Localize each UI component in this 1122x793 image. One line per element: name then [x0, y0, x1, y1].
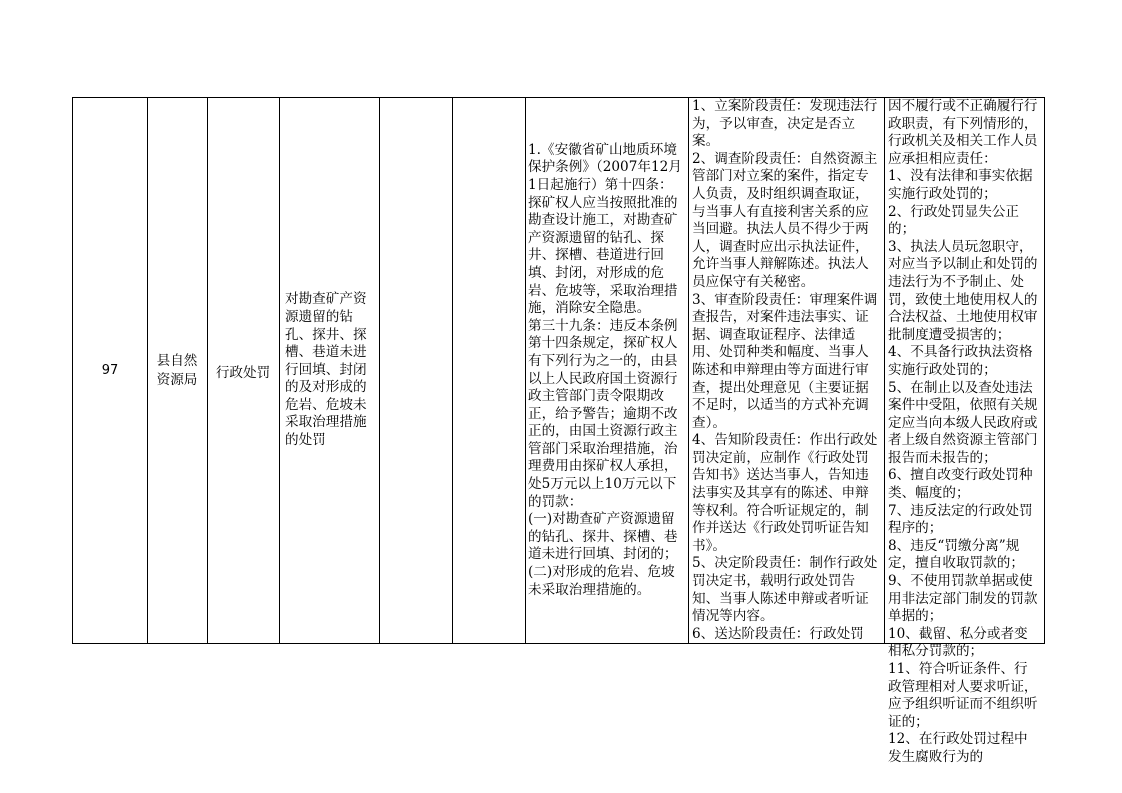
power-type-cell	[207, 98, 279, 643]
row-number-cell	[73, 98, 147, 643]
row-number: 97	[101, 363, 119, 378]
accountability-cell	[884, 98, 1044, 765]
responsibilities-text: 1、立案阶段责任：发现违法行为，予以审查，决定是否立案。 2、调查阶段责任：自然资源主管部门对立案的案件，指定专人负责，及时组织调查取证，与当事人有直接利害关系的应当回避。执法人员不得少于两人，调查时应出示执法证件，允许当事人辩解陈述。执法人员应保守有关秘密。 3、审查阶段责任：审理案件调查报告，对案件违法事实、证据、调查取证程序、法律适用、处罚种类和幅度、当事人陈述和申辩理由等方面进行审查，提出处理意见（主要证据不足时，以适当的方式补充调查）。 4、告知阶段责任：作出行政处罚决定前，应制作《行政处罚告知书》送达当事人，告知违法事实及其享有的陈述、申辩等权利。符合听证规定的，制作并送达《行政处罚听证告知书》。 5、决定阶段责任：制作行政处罚决定书，载明行政处罚告知、当事人陈述申辩或者听证情况等内容。 6、送达阶段责任：行政处罚	[692, 98, 878, 642]
legal-basis-text: 1.《安徽省矿山地质环境保护条例》（2007年12月1日起施行）第十四条：探矿权人应当按照批准的勘查设计施工，对勘查矿产资源遗留的钻孔、探井、探槽、巷道进行回填、封闭，对形成的危岩、危坡等，采取治理措施，消除安全隐患。 第三十九条：违反本条例第十四条规定，探矿权人有下列行为之一的，由县以上人民政府国土资源行政主管部门责令限期改正，给予警告；逾期不改正的，由国土资源行政主管部门采取治理措施，治理费用由探矿权人承担，处5万元以上10万元以下的罚款： (一)对勘查矿产资源遗留的钻孔、探井、探槽、巷道未进行回填、封闭的； (二)对形成的危岩、危坡未采取治理措施的。	[528, 141, 682, 598]
item-name-cell	[279, 98, 379, 643]
empty-cell-2	[452, 98, 525, 643]
legal-basis-cell	[525, 98, 688, 643]
power-type: 行政处罚	[215, 364, 271, 381]
responsibilities-cell	[688, 98, 884, 643]
empty-cell-1	[379, 98, 452, 643]
power-list-table	[72, 97, 1045, 765]
accountability-text: 因不履行或不正确履行行政职责，有下列情形的，行政机关及相关工作人员应承担相应责任： 1、没有法律和事实依据实施行政处罚的； 2、行政处罚显失公正的； 3、执法人员玩忽职守，对应当予以制止和处罚的违法行为不予制止、处罚，致使土地使用权人的合法权益、土地使用权审批制度遭受损害的； 4、不具备行政执法资格实施行政处罚的； 5、在制止以及查处违法案件中受阻，依照有关规定应当向本级人民政府或者上级自然资源主管部门报告而未报告的； 6、擅自改变行政处罚种类、幅度的； 7、违反法定的行政处罚程序的； 8、违反“罚缴分离”规定，擅自收取罚款的； 9、不使用罚款单据或使用非法定部门制发的罚款单据的； 10、截留、私分或者变相私分罚款的； 11、符合听证条件、行政管理相对人要求听证，应予组织听证而不组织听证的； 12、在行政处罚过程中发生腐败行为的	[888, 98, 1038, 765]
item-name: 对勘查矿产资源遗留的钻孔、探井、探槽、巷道未进行回填、封闭的及对形成的危岩、危坡未采取治理措施的处罚	[285, 291, 367, 449]
department-cell	[147, 98, 207, 643]
department-name: 县自然资源局	[156, 352, 198, 388]
